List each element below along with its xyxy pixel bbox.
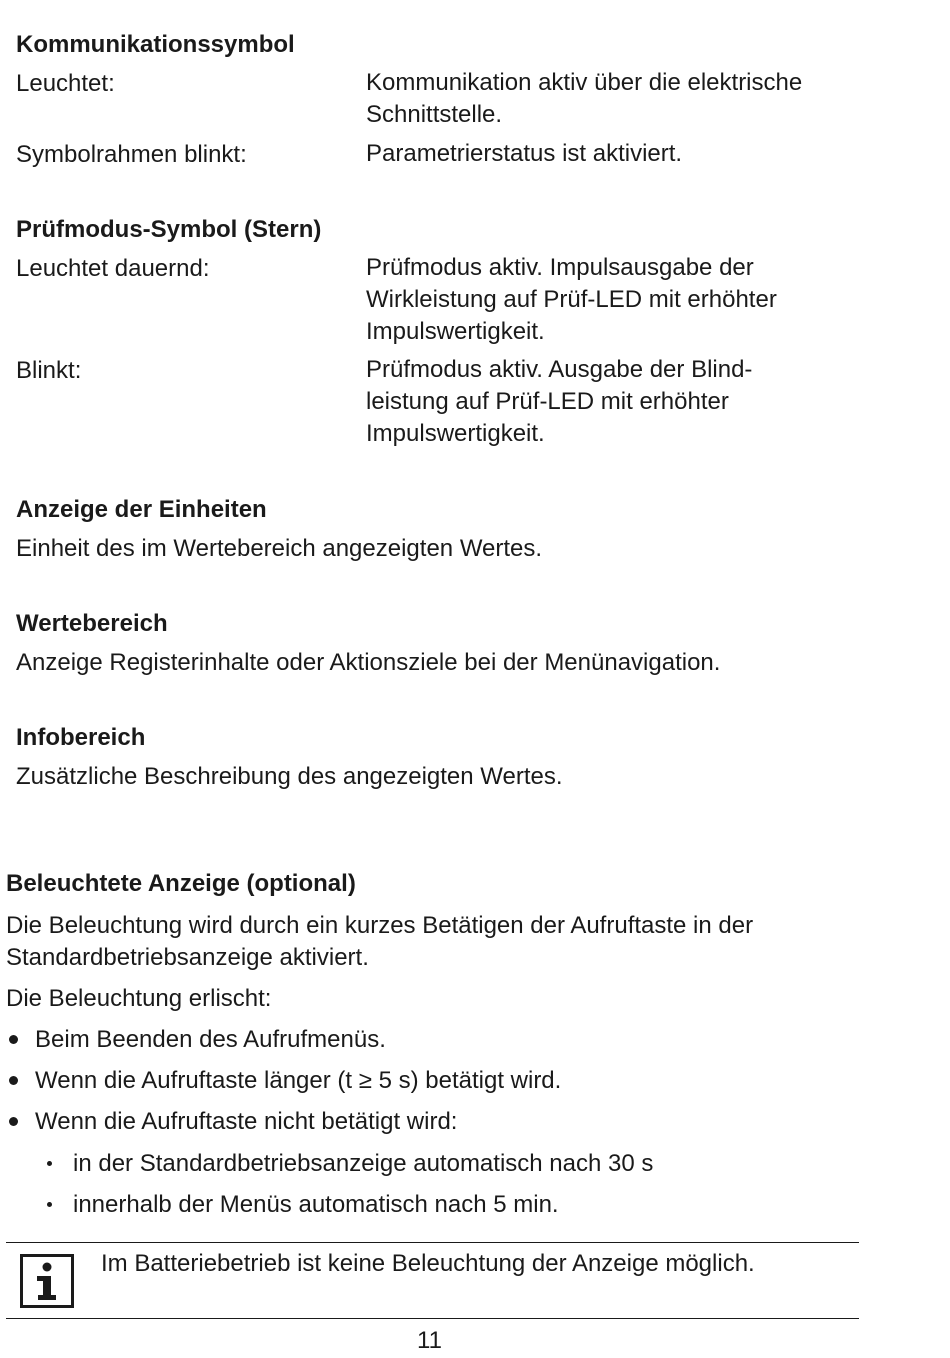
- bullet-dot: [9, 1117, 18, 1126]
- desc-blinkt: [366, 354, 752, 450]
- note-text: Im Batteriebetrieb ist keine Beleuchtung der Anzeige möglich.: [101, 1250, 755, 1277]
- desc-line: Kommunikation aktiv über die elektrische: [366, 69, 803, 96]
- text-wertebereich: Anzeige Registerinhalte oder Aktionsziele bei der Menünavigation.: [16, 649, 721, 676]
- desc-line: Parametrierstatus ist aktiviert.: [366, 140, 683, 167]
- term-blinkt: Blinkt:: [16, 357, 82, 384]
- desc-line: Schnittstelle.: [366, 101, 503, 128]
- heading-infobereich: Infobereich: [16, 724, 146, 751]
- desc-line: Prüfmodus aktiv. Impulsausgabe der: [366, 254, 754, 281]
- sub-bullet-item: in der Standardbetriebsanzeige automatisch nach 30 s: [73, 1150, 654, 1177]
- term-symbolrahmen-blinkt: Symbolrahmen blinkt:: [16, 141, 247, 168]
- page-number: 11: [417, 1327, 442, 1354]
- text-beleuchtung-intro: [6, 910, 753, 974]
- intro-line: Die Beleuchtung wird durch ein kurzes Betätigen der Aufruftaste in der: [6, 912, 754, 939]
- desc-line: Prüfmodus aktiv. Ausgabe der Blind-: [366, 356, 753, 383]
- bullet-dot: [9, 1035, 18, 1044]
- sub-bullet-item: innerhalb der Menüs automatisch nach 5 min.: [73, 1191, 559, 1218]
- sub-bullet-dot: [47, 1161, 52, 1166]
- heading-beleuchtete-anzeige: Beleuchtete Anzeige (optional): [6, 870, 356, 897]
- bullet-item: Beim Beenden des Aufrufmenüs.: [35, 1026, 386, 1053]
- term-leuchtet-dauernd: Leuchtet dauernd:: [16, 255, 210, 282]
- text-beleuchtung-erlischt: Die Beleuchtung erlischt:: [6, 985, 272, 1012]
- desc-line: Impulswertigkeit.: [366, 420, 545, 447]
- heading-pruefmodus-symbol: Prüfmodus-Symbol (Stern): [16, 216, 322, 243]
- sub-bullet-dot: [47, 1202, 52, 1207]
- term-leuchtet: Leuchtet:: [16, 70, 115, 97]
- heading-anzeige-der-einheiten: Anzeige der Einheiten: [16, 496, 267, 523]
- text-infobereich: Zusätzliche Beschreibung des angezeigten Wertes.: [16, 763, 563, 790]
- note-top-rule: [6, 1242, 859, 1243]
- desc-symbolrahmen-blinkt: [366, 138, 682, 170]
- bullet-dot: [9, 1076, 18, 1085]
- desc-line: leistung auf Prüf-LED mit erhöhter: [366, 388, 729, 415]
- note-bottom-rule: [6, 1318, 859, 1319]
- heading-wertebereich: Wertebereich: [16, 610, 168, 637]
- info-icon: [20, 1254, 74, 1308]
- intro-line: Standardbetriebsanzeige aktiviert.: [6, 944, 369, 971]
- heading-kommunikationssymbol: Kommunikationssymbol: [16, 31, 295, 58]
- text-einheiten: Einheit des im Wertebereich angezeigten Wertes.: [16, 535, 543, 562]
- desc-line: Impulswertigkeit.: [366, 318, 545, 345]
- desc-leuchtet-dauernd: [366, 252, 777, 348]
- desc-line: Wirkleistung auf Prüf-LED mit erhöhter: [366, 286, 777, 313]
- bullet-item: Wenn die Aufruftaste nicht betätigt wird:: [35, 1108, 458, 1135]
- bullet-item: Wenn die Aufruftaste länger (t ≥ 5 s) betätigt wird.: [35, 1067, 562, 1094]
- desc-leuchtet: [366, 67, 802, 131]
